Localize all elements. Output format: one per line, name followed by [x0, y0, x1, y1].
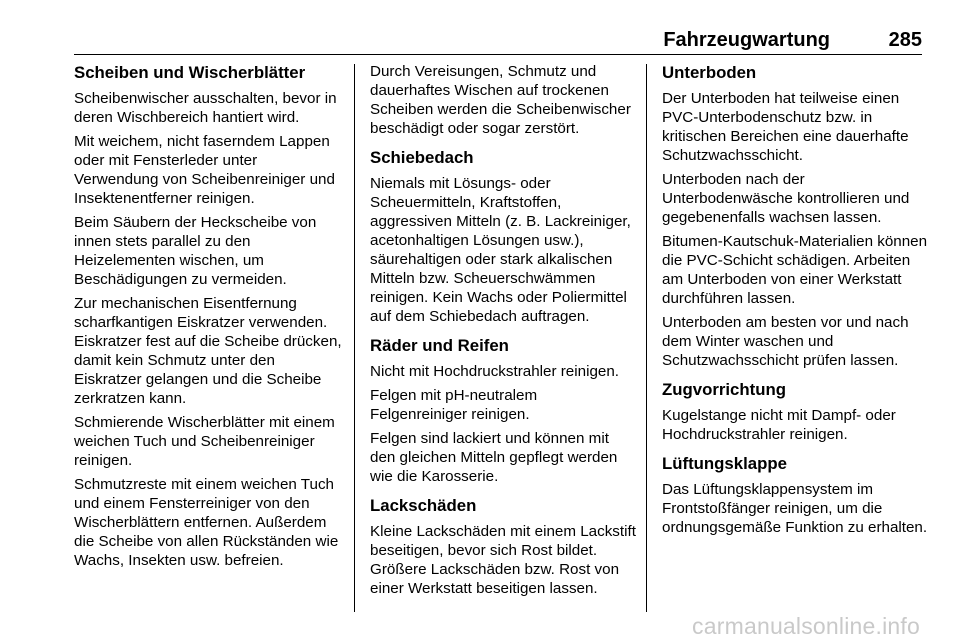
column-1 — [74, 62, 342, 575]
paragraph: Kugelstange nicht mit Dampf- oder Hochdruckstrahler reinigen. — [662, 407, 896, 443]
paragraph: Scheibenwischer ausschalten, bevor in deren Wischbereich hantiert wird. — [74, 90, 337, 126]
column-2 — [370, 62, 638, 603]
paragraph: Unterboden nach der Unterbodenwäsche kontrollieren und gegebenenfalls wachsen lassen. — [662, 171, 910, 226]
section-heading-schiebedach: Schiebedach — [370, 148, 474, 167]
column-divider — [354, 64, 355, 612]
paragraph: Unterboden am besten vor und nach dem Winter waschen und Schutzwachsschicht prüfen lassen. — [662, 314, 909, 369]
section-heading-lueftungsklappe: Lüftungsklappe — [662, 454, 787, 473]
column-3 — [662, 62, 930, 542]
page-number: 285 — [888, 29, 922, 51]
section-heading-unterboden: Unterboden — [662, 63, 757, 82]
section-heading-raeder-reifen: Räder und Reifen — [370, 336, 509, 355]
paragraph: Niemals mit Lösungs- oder Scheuermitteln, Kraftstoffen, aggressiven Mitteln (z. B. Lackreiniger, acetonhaltigen Lösungen usw.), säurehaltigen oder stark alkalischen Mitteln bzw. Scheuerschwämmen reinigen. Kein Wachs oder Poliermittel auf dem Schiebedach auftragen. — [370, 175, 631, 325]
paragraph: Felgen sind lackiert und können mit den gleichen Mitteln gepflegt werden wie die Karosserie. — [370, 430, 618, 485]
paragraph: Das Lüftungsklappensystem im Frontstoßfänger reinigen, um die ordnungsgemäße Funktion zu erhalten. — [662, 481, 928, 536]
paragraph: Nicht mit Hochdruckstrahler reinigen. — [370, 363, 619, 380]
section-heading-scheiben-wischerblaetter: Scheiben und Wischerblätter — [74, 63, 306, 82]
watermark: carmanualsonline.info — [692, 613, 920, 639]
paragraph: Felgen mit pH-neutralem Felgenreiniger reinigen. — [370, 387, 538, 423]
paragraph: Schmutzreste mit einem weichen Tuch und einem Fensterreiniger von den Wischerblättern entfernen. Außerdem die Scheibe von allen Rückständen wie Wachs, Insekten usw. befreien. — [74, 476, 339, 569]
paragraph: Schmierende Wischerblätter mit einem weichen Tuch und Scheibenreiniger reinigen. — [74, 414, 335, 469]
paragraph: Beim Säubern der Heckscheibe von innen stets parallel zu den Heizelementen wischen, um Beschädigungen zu vermeiden. — [74, 214, 317, 288]
paragraph: Mit weichem, nicht faserndem Lappen oder mit Fensterleder unter Verwendung von Scheibenreiniger und Insektenentferner reinigen. — [74, 133, 335, 207]
header-rule — [74, 54, 922, 55]
paragraph: Zur mechanischen Eisentfernung scharfkantigen Eiskratzer verwenden. Eiskratzer fest auf die Scheibe drücken, damit kein Schmutz unter den Eiskratzer gelangen und die Scheibe zerkratzen kann. — [74, 295, 342, 407]
paragraph: Bitumen-Kautschuk-Materialien können die PVC-Schicht schädigen. Arbeiten am Unterboden von einer Werkstatt durchführen lassen. — [662, 233, 928, 307]
header-title: Fahrzeugwartung — [663, 29, 830, 51]
paragraph: Kleine Lackschäden mit einem Lackstift beseitigen, bevor sich Rost bildet. Größere Lackschäden bzw. Rost von einer Werkstatt beseitigen lassen. — [370, 523, 636, 597]
paragraph: Der Unterboden hat teilweise einen PVC-Unterbodenschutz bzw. in kritischen Bereichen eine dauerhafte Schutzwachsschicht. — [662, 90, 909, 164]
page-header — [74, 28, 922, 54]
column-divider — [646, 64, 647, 612]
section-heading-zugvorrichtung: Zugvorrichtung — [662, 380, 786, 399]
section-heading-lackschaeden: Lackschäden — [370, 496, 477, 515]
paragraph: Durch Vereisungen, Schmutz und dauerhaftes Wischen auf trockenen Scheiben werden die Scheibenwischer beschädigt oder sogar zerstört. — [370, 63, 631, 137]
